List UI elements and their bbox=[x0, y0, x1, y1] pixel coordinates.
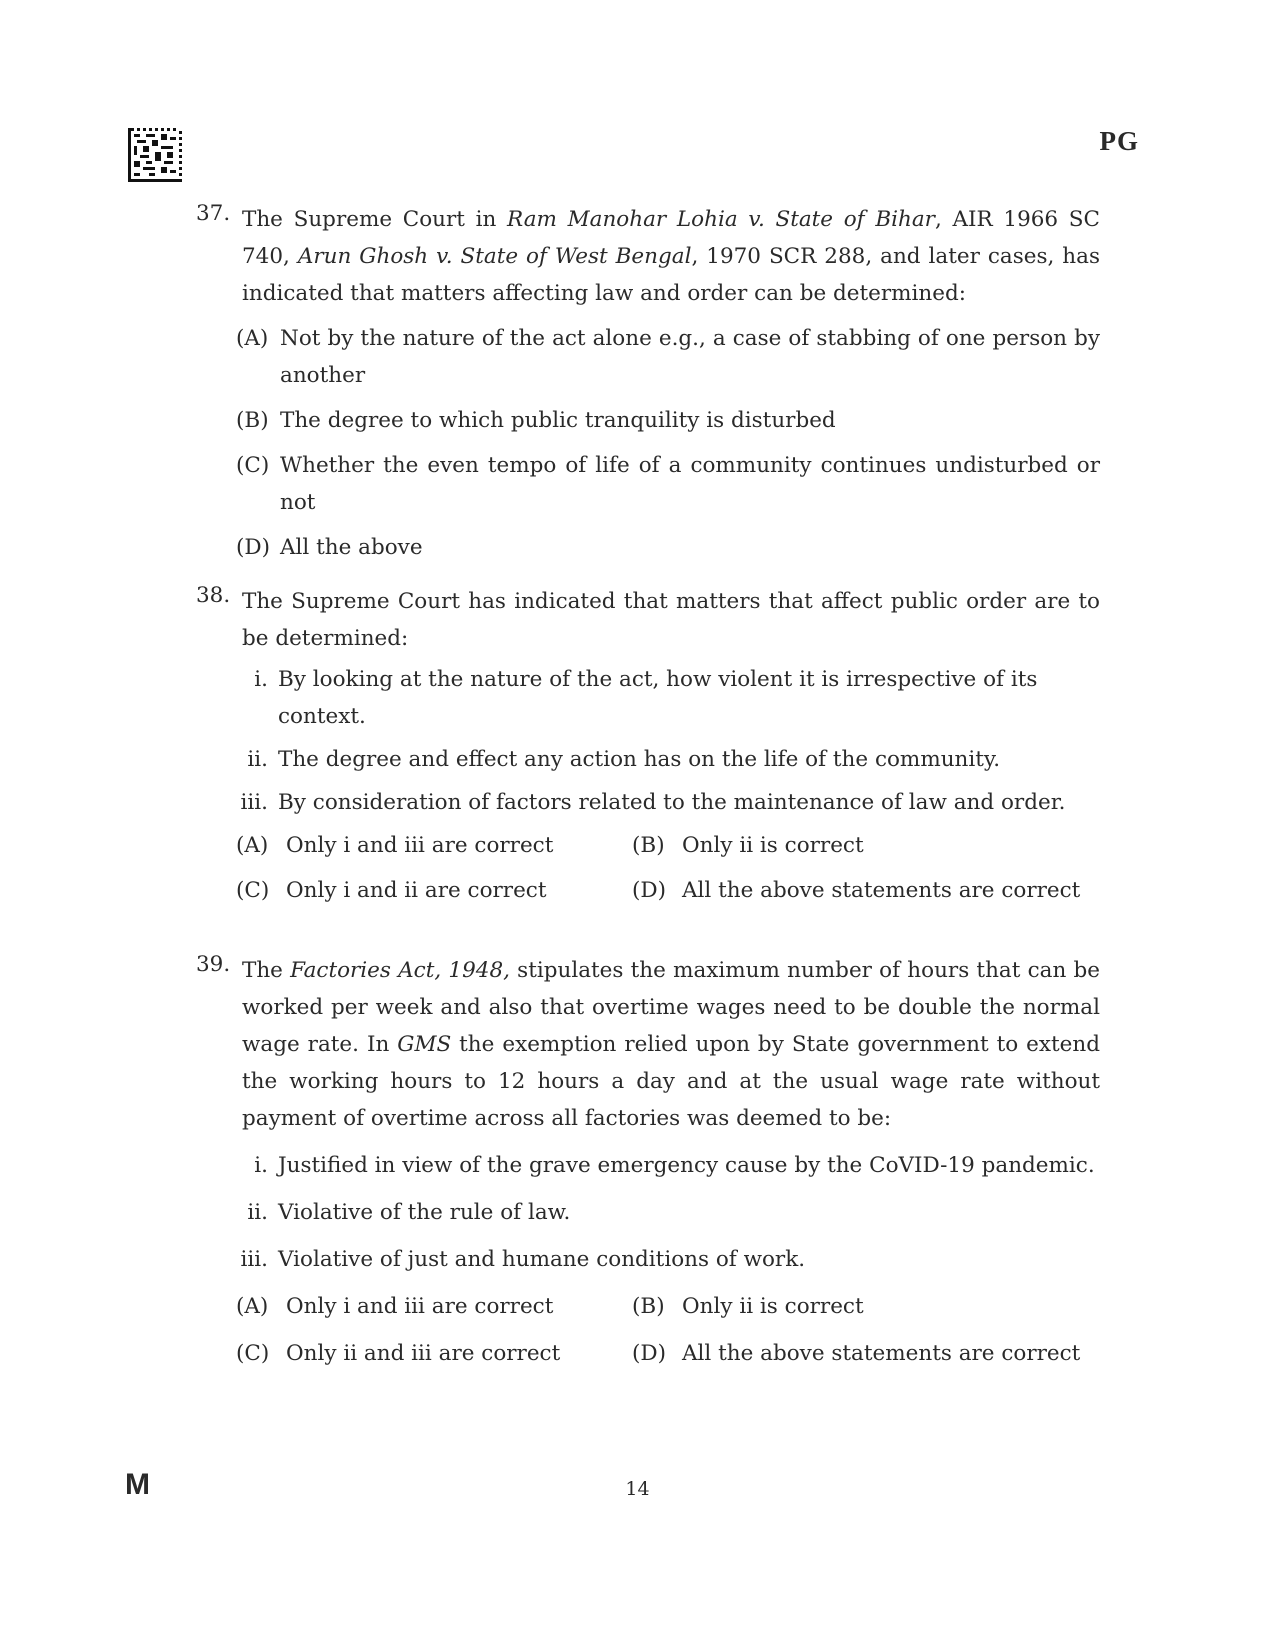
option-a: (A) Only i and iii are correct bbox=[236, 1294, 554, 1319]
option-b: (B) Only ii is correct bbox=[632, 833, 864, 858]
statement-iii: iii. By consideration of factors related to the maintenance of law and order. bbox=[240, 790, 1066, 815]
question-38 bbox=[196, 583, 1100, 909]
statement-i: i. Justified in view of the grave emergency cause by the CoVID-19 pandemic. bbox=[254, 1153, 1095, 1178]
question-39 bbox=[196, 952, 1100, 1372]
option-b: (B) Only ii is correct bbox=[632, 1294, 864, 1319]
question-number: 39. bbox=[196, 952, 231, 977]
statement-i: i. By looking at the nature of the act, how violent it is irrespective of its context. bbox=[254, 667, 1038, 729]
option-c: (C) Only ii and iii are correct bbox=[236, 1341, 561, 1366]
datamatrix-code bbox=[128, 128, 182, 182]
set-letter: M bbox=[125, 1468, 150, 1501]
question-number: 38. bbox=[196, 583, 231, 608]
option-d: (D) All the above statements are correct bbox=[632, 1341, 1081, 1366]
question-stem: The Supreme Court has indicated that matters that affect public order are to be determined: bbox=[242, 589, 1100, 651]
option-d: (D) All the above statements are correct bbox=[632, 878, 1081, 903]
statement-ii: ii. The degree and effect any action has on the life of the community. bbox=[247, 747, 1001, 772]
options-grid bbox=[236, 1288, 1100, 1372]
option-b: (B) The degree to which public tranquility is disturbed bbox=[236, 408, 836, 433]
question-stem: The Factories Act, 1948, stipulates the maximum number of hours that can be worked per week and also that overtime wages need to be double the normal wage rate. In GMS the exemption relied upon by State government to extend the working hours to 12 hours a day and at the usual wage rate without payment of overtime across all factories was deemed to be: bbox=[242, 958, 1100, 1131]
page-number: 14 bbox=[625, 1478, 650, 1500]
option-a: (A) Only i and iii are correct bbox=[236, 833, 554, 858]
options-grid bbox=[236, 827, 1100, 909]
question-37 bbox=[196, 201, 1100, 566]
statement-iii: iii. Violative of just and humane conditions of work. bbox=[240, 1247, 806, 1272]
option-a: (A) Not by the nature of the act alone e.g., a case of stabbing of one person by another bbox=[236, 326, 1100, 388]
option-c: (C) Only i and ii are correct bbox=[236, 878, 547, 903]
statement-ii: ii. Violative of the rule of law. bbox=[247, 1200, 571, 1225]
option-c: (C) Whether the even tempo of life of a community continues undisturbed or not bbox=[236, 453, 1100, 515]
question-stem: The Supreme Court in Ram Manohar Lohia v. State of Bihar, AIR 1966 SC 740, Arun Ghosh v. State of West Bengal, 1970 SCR 288, and later cases, has indicated that matters affecting law and order can be determined: bbox=[242, 207, 1100, 306]
option-d: (D) All the above bbox=[236, 535, 423, 560]
series-code: PG bbox=[1099, 126, 1139, 156]
question-number: 37. bbox=[196, 201, 231, 226]
